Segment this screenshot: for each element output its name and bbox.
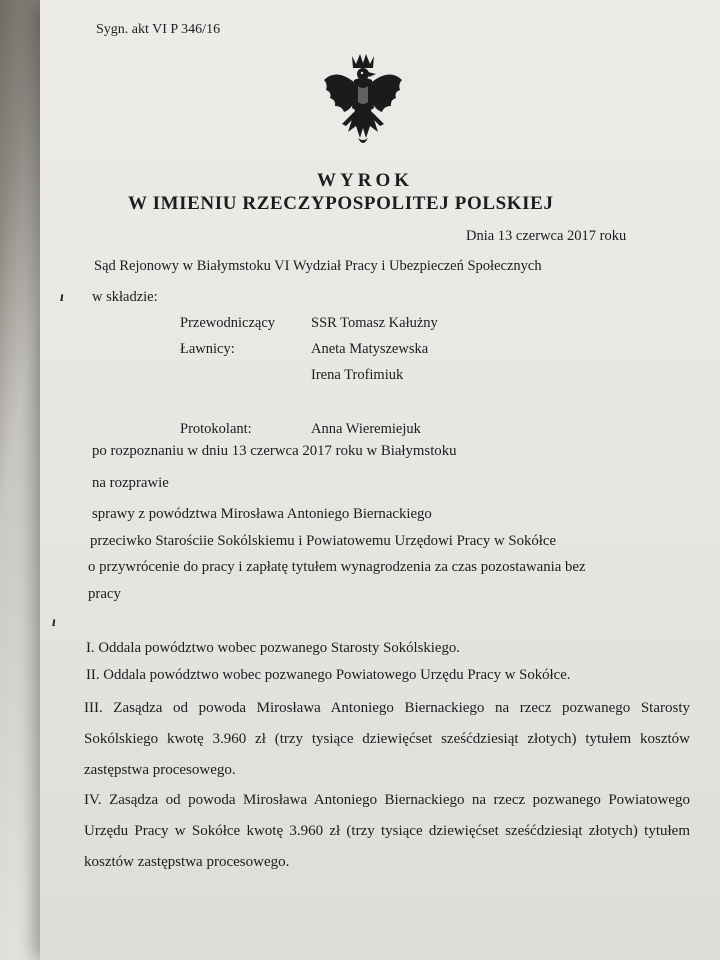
ruling-4: IV. Zasądza od powoda Mirosława Antoniego Biernackiego na rzecz pozwanego Powiatowego Urzędu Pracy w Sokółce kwotę 3.960 zł (trzy tysiące dziewięćset sześćdziesiąt złotych) tytułem kosztów zastępstwa procesowego.: [84, 792, 690, 870]
chair-label: Przewodniczący: [180, 315, 276, 331]
margin-mark: ı: [60, 290, 64, 305]
intro-line-6: pracy: [88, 586, 121, 602]
margin-mark-2: ı: [52, 615, 56, 630]
document-title: WYROK: [317, 170, 413, 191]
clerk-label: Protokolant:: [180, 421, 252, 437]
polish-eagle-emblem-icon: [318, 50, 408, 150]
ruling-3: III. Zasądza od powoda Mirosława Antoniego Biernackiego na rzecz pozwanego Starosty Sokólskiego kwotę 3.960 zł (trzy tysiące dziewięćset sześćdziesiąt złotych) tytułem kosztów zastępstwa procesowego.: [84, 700, 690, 778]
court-name: Sąd Rejonowy w Białymstoku VI Wydział Pracy i Ubezpieczeń Społecznych: [94, 258, 542, 274]
clerk-value: Anna Wieremiejuk: [311, 421, 421, 437]
lay-judge-1: Aneta Matyszewska: [311, 341, 429, 357]
lay-judges-label: Ławnicy:: [180, 341, 235, 357]
ruling-1: I. Oddala powództwo wobec pozwanego Starosty Sokólskiego.: [86, 640, 460, 656]
intro-line-5: o przywrócenie do pracy i zapłatę tytułem wynagrodzenia za czas pozostawania bez: [88, 559, 586, 575]
document-subtitle: W IMIENIU RZECZYPOSPOLITEJ POLSKIEJ: [128, 193, 554, 214]
ruling-2: II. Oddala powództwo wobec pozwanego Powiatowego Urzędu Pracy w Sokółce.: [86, 667, 571, 683]
intro-line-4: przeciwko Starościie Sokólskiemu i Powiatowemu Urzędowi Pracy w Sokółce: [90, 533, 557, 549]
judgment-date: Dnia 13 czerwca 2017 roku: [466, 228, 627, 244]
intro-line-2: na rozprawie: [92, 475, 169, 491]
chair-value: SSR Tomasz Kałużny: [311, 315, 438, 331]
intro-line-1: po rozpoznaniu w dniu 13 czerwca 2017 roku w Białymstoku: [92, 443, 457, 459]
composition-label: w składzie:: [92, 289, 158, 305]
lay-judge-2: Irena Trofimiuk: [311, 367, 404, 383]
case-signature: Sygn. akt VI P 346/16: [96, 22, 221, 37]
intro-line-3: sprawy z powództwa Mirosława Antoniego Biernackiego: [92, 506, 432, 522]
